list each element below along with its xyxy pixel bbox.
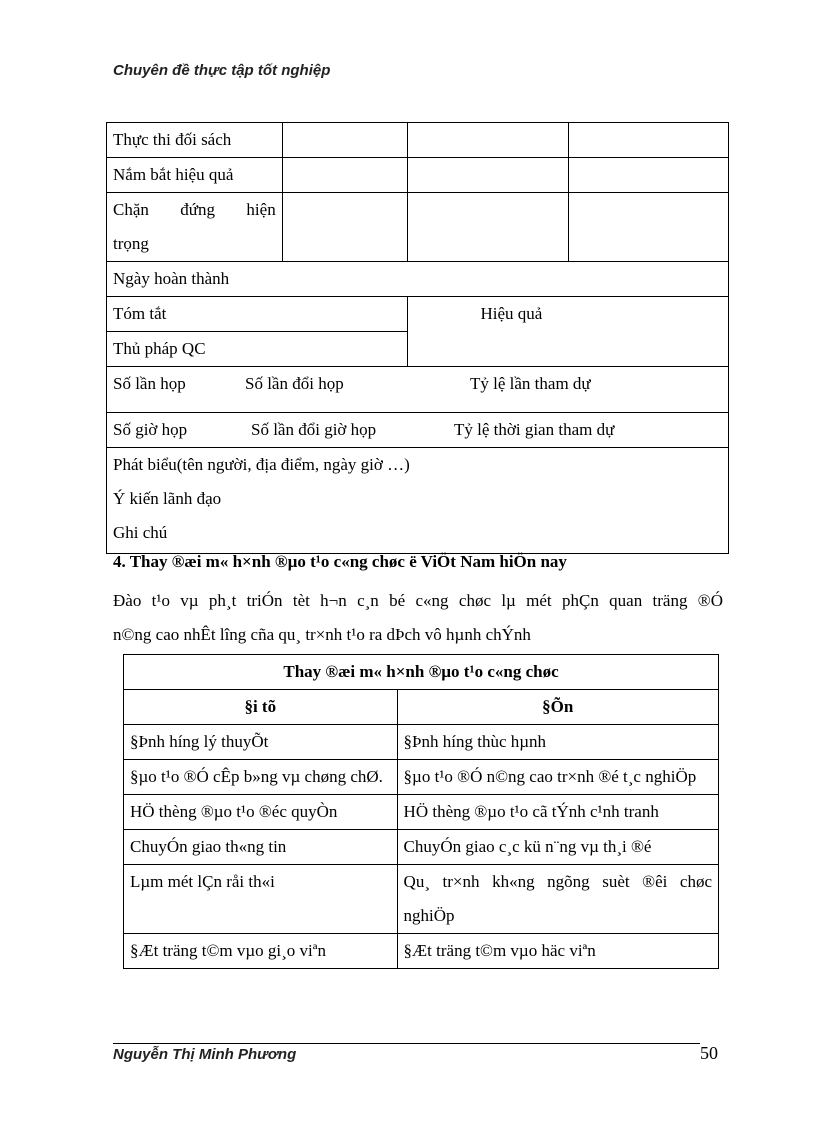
col-right-header: §Õn bbox=[397, 690, 718, 725]
empty-cell bbox=[408, 123, 569, 158]
empty-cell bbox=[282, 193, 408, 262]
table-cell-left: §µo t¹o ®Ó cÊp b»ng vµ chøng chØ. bbox=[124, 760, 398, 795]
table-cell-right: §Æt träng t©m vµo häc viªn bbox=[397, 934, 718, 969]
table-cell-left: Lµm mét lÇn råi th«i bbox=[124, 865, 398, 934]
table-cell-left: §Þnh híng lý thuyÕt bbox=[124, 725, 398, 760]
table-row bbox=[124, 760, 719, 795]
so-gio-hop-label: Số giờ họp bbox=[113, 420, 188, 439]
ngay-hoan-thanh-cell: Ngày hoàn thành bbox=[107, 262, 729, 297]
table-row bbox=[124, 830, 719, 865]
paragraph-line2: n©ng cao nhÊt lîng cña qu¸ tr×nh t¹o ra dÞch vô hµnh chÝnh bbox=[113, 625, 531, 644]
form-table bbox=[106, 122, 729, 554]
body-paragraph bbox=[113, 584, 723, 652]
compare-table bbox=[123, 654, 719, 969]
empty-cell bbox=[408, 193, 569, 262]
empty-cell bbox=[282, 158, 408, 193]
tom-tat-cell: Tóm tắt bbox=[107, 297, 408, 332]
page-header-title: Chuyên đề thực tập tốt nghiệp bbox=[113, 62, 331, 79]
ghi-chu-label: Ghi chú bbox=[113, 523, 168, 542]
section-heading: 4. Thay ®æi m« h×nh ®µo t¹o c«ng chøc ë ViÖt Nam hiÖn nay bbox=[113, 552, 567, 571]
ty-le-thoi-gian-label: Tỷ lệ thời gian tham dự bbox=[454, 420, 615, 439]
col-left-header: §i tõ bbox=[124, 690, 398, 725]
table-row bbox=[124, 865, 719, 934]
so-lan-doi-gio-label: Số lần đổi giờ họp bbox=[251, 420, 377, 439]
so-gio-hop-row bbox=[107, 413, 729, 448]
table-cell-left: §Æt träng t©m vµo gi¸o viªn bbox=[124, 934, 398, 969]
chan-dung-cell bbox=[107, 193, 283, 262]
empty-cell bbox=[569, 123, 729, 158]
y-kien-label: Ý kiến lãnh đạo bbox=[113, 489, 222, 508]
so-lan-hop-row bbox=[107, 367, 729, 413]
hieu-qua-cell bbox=[408, 297, 729, 367]
thuc-thi-cell: Thực thi đối sách bbox=[107, 123, 283, 158]
empty-cell bbox=[408, 158, 569, 193]
table-cell-right: ChuyÓn giao c¸c kü n¨ng vµ th¸i ®é bbox=[397, 830, 718, 865]
phat-bieu-cell bbox=[107, 448, 729, 554]
so-lan-hop-label: Số lần họp bbox=[113, 374, 186, 393]
empty-cell bbox=[569, 193, 729, 262]
table-cell-left: HÖ thèng ®µo t¹o ®éc quyÒn bbox=[124, 795, 398, 830]
footer-divider bbox=[113, 1043, 700, 1044]
ty-le-lan-label: Tỷ lệ lần tham dự bbox=[470, 374, 591, 393]
empty-cell bbox=[282, 123, 408, 158]
footer-author: Nguyễn Thị Minh Phương bbox=[113, 1046, 297, 1063]
thu-phap-cell: Thủ pháp QC bbox=[107, 332, 408, 367]
table-cell-right: §µo t¹o ®Ó n©ng cao tr×nh ®é t¸c nghiÖp bbox=[397, 760, 718, 795]
table-cell-right: §Þnh híng thùc hµnh bbox=[397, 725, 718, 760]
table-cell-right: HÖ thèng ®µo t¹o cã tÝnh c¹nh tranh bbox=[397, 795, 718, 830]
table-cell-right: Qu¸ tr×nh kh«ng ngõng suèt ®êi chøc nghiÖp bbox=[397, 865, 718, 934]
hieu-qua-label: Hiệu quả bbox=[480, 304, 543, 323]
paragraph-line1: Đào t¹o vµ ph¸t triÓn tèt h¬n c¸n bé c«ng chøc lµ mét phÇn quan träng ®Ó bbox=[113, 591, 723, 610]
table-row bbox=[124, 795, 719, 830]
table-row bbox=[124, 934, 719, 969]
chan-dung-line1: Chặn đứng hiện bbox=[113, 200, 276, 219]
chan-dung-line2: trọng bbox=[113, 234, 149, 253]
so-lan-doi-hop-label: Số lần đổi họp bbox=[245, 374, 344, 393]
empty-cell bbox=[569, 158, 729, 193]
phat-bieu-label: Phát biểu(tên người, địa điểm, ngày giờ …) bbox=[113, 455, 410, 474]
nam-bat-cell: Nắm bắt hiệu quả bbox=[107, 158, 283, 193]
table-cell-left: ChuyÓn giao th«ng tin bbox=[124, 830, 398, 865]
table-row bbox=[124, 725, 719, 760]
page-number: 50 bbox=[700, 1043, 718, 1063]
compare-table-title: Thay ®æi m« h×nh ®µo t¹o c«ng chøc bbox=[124, 655, 719, 690]
